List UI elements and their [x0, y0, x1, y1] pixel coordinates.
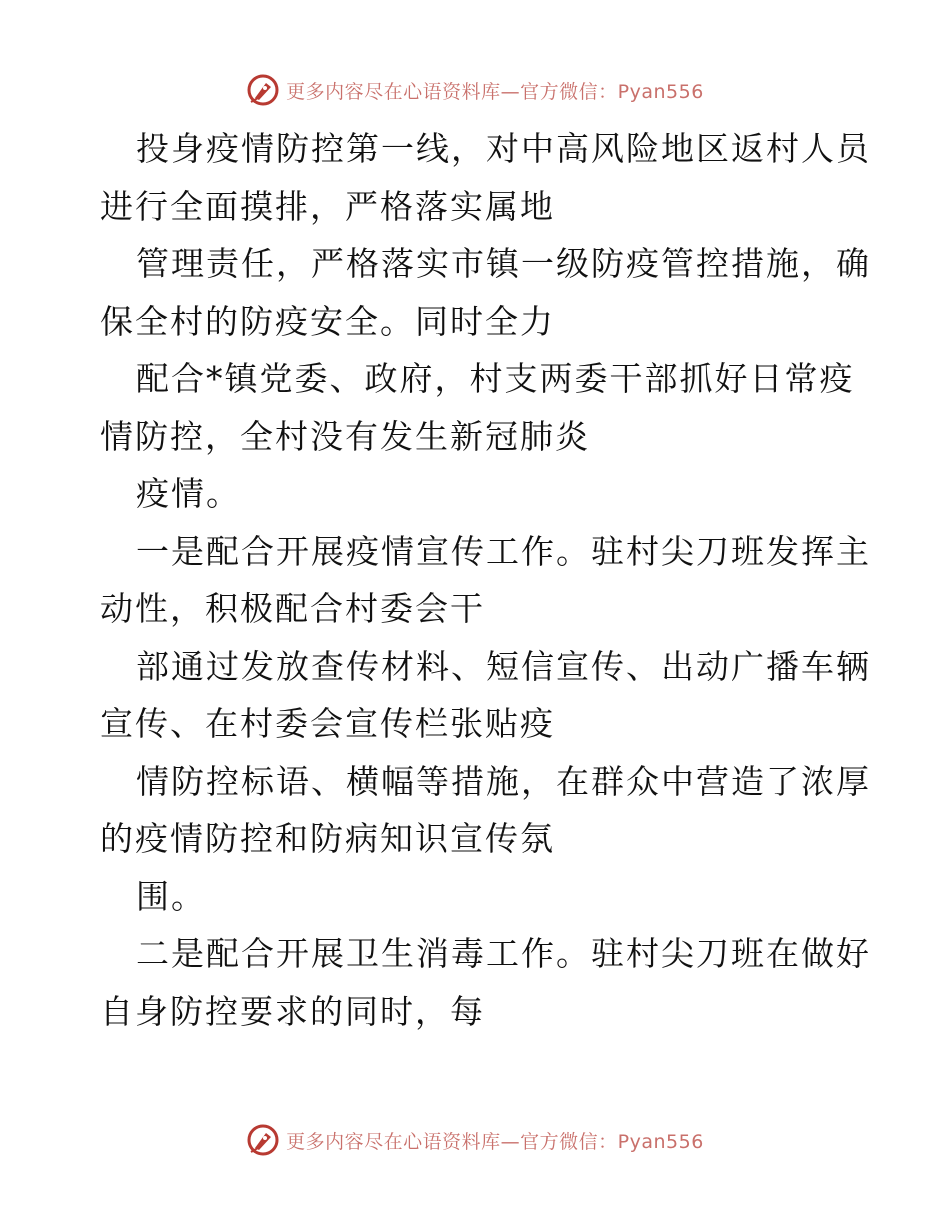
text-line: 围。	[136, 876, 206, 916]
pen-nib-circle-logo-icon	[246, 1123, 280, 1157]
text-line: 部通过发放查传材料、短信宣传、出动广播车辆	[136, 646, 871, 686]
text-line: 的疫情防控和防病知识宣传氛	[100, 819, 555, 858]
watermark-text: 更多内容尽在心语资料库—官方微信：Pyan556	[286, 1130, 704, 1153]
text-line: 自身防控要求的同时，每	[100, 991, 485, 1031]
header-watermark	[0, 70, 950, 110]
footer-watermark	[0, 1120, 950, 1160]
text-line: 情防控标语、横幅等措施，在群众中营造了浓厚	[136, 761, 871, 801]
text-line: 疫情。	[136, 474, 241, 513]
text-line: 投身疫情防控第一线，对中高风险地区返村人员	[136, 129, 871, 168]
pen-nib-circle-logo-icon	[246, 73, 280, 107]
text-line: 管理责任，严格落实市镇一级防疫管控措施，确	[136, 244, 871, 283]
watermark-text: 更多内容尽在心语资料库—官方微信：Pyan556	[286, 80, 704, 103]
text-line: 动性，积极配合村委会干	[100, 589, 485, 628]
text-line: 情防控，全村没有发生新冠肺炎	[100, 416, 590, 456]
text-line: 进行全面摸排，严格落实属地	[100, 186, 555, 226]
text-line: 宣传、在村委会宣传栏张贴疫	[100, 704, 555, 743]
text-line: 配合*镇党委、政府，村支两委干部抓好日常疫	[136, 359, 855, 398]
text-line: 二是配合开展卫生消毒工作。驻村尖刀班在做好	[136, 934, 871, 973]
document-body	[100, 120, 871, 1040]
text-line: 保全村的防疫安全。同时全力	[100, 301, 555, 341]
text-line: 一是配合开展疫情宣传工作。驻村尖刀班发挥主	[136, 531, 871, 571]
